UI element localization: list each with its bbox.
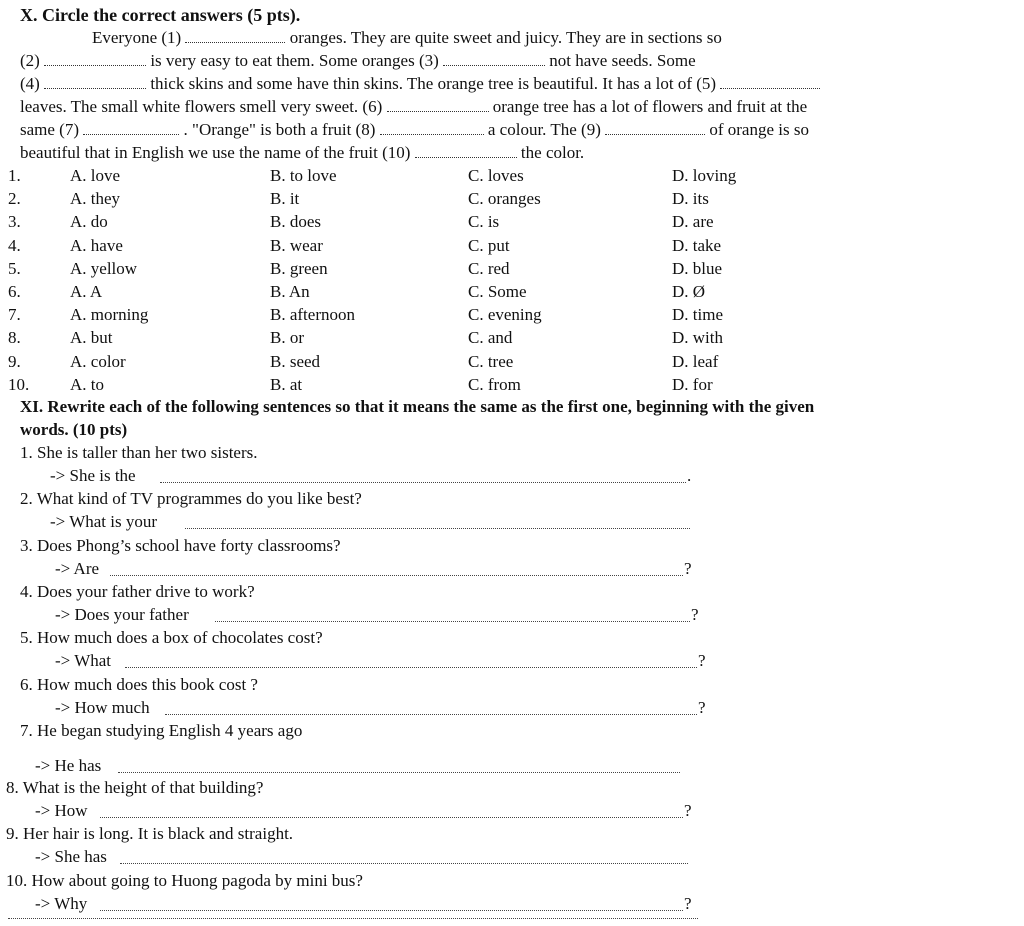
answer-line[interactable] xyxy=(110,575,683,576)
option-b[interactable]: B. wear xyxy=(270,235,323,255)
end-punctuation: ? xyxy=(698,698,706,717)
option-b[interactable]: B. or xyxy=(270,328,304,348)
blank-8[interactable] xyxy=(380,120,484,135)
passage-text: leaves. The small white flowers smell very sweet. (6) xyxy=(20,97,383,116)
passage-line-3 xyxy=(20,73,820,95)
section-xi-title-2: words. (10 pts) xyxy=(20,420,128,439)
blank-1[interactable] xyxy=(185,28,285,43)
option-c[interactable]: C. is xyxy=(468,212,500,232)
rewrite-question: 8. What is the height of that building? xyxy=(6,778,264,797)
passage-line-5 xyxy=(20,119,809,141)
passage-text: (2) xyxy=(20,51,40,70)
blank-3[interactable] xyxy=(443,51,545,66)
option-d[interactable]: D. are xyxy=(672,212,714,232)
question-number: 4. xyxy=(8,235,21,255)
answer-line[interactable] xyxy=(100,910,683,911)
section-xi-title: XI. Rewrite each of the following sentences so that it means the same as the first one, beginning with the given xyxy=(20,397,815,416)
passage-text: orange tree has a lot of flowers and fruit at the xyxy=(492,97,808,116)
answer-line[interactable] xyxy=(185,528,690,529)
passage-text: beautiful that in English we use the name of the fruit (10) xyxy=(20,143,411,162)
rewrite-prompt: -> Are xyxy=(55,559,100,578)
option-b[interactable]: B. does xyxy=(270,212,321,232)
blank-5[interactable] xyxy=(720,74,820,89)
option-b[interactable]: B. at xyxy=(270,374,303,394)
blank-9[interactable] xyxy=(605,120,705,135)
rewrite-prompt: -> He has xyxy=(35,756,102,775)
rewrite-prompt: -> What is your xyxy=(50,512,158,531)
rewrite-question: 6. How much does this book cost ? xyxy=(20,675,258,694)
passage-text: the color. xyxy=(520,143,585,162)
option-c[interactable]: C. tree xyxy=(468,351,514,371)
blank-10[interactable] xyxy=(415,143,517,158)
blank-2[interactable] xyxy=(44,51,146,66)
option-b[interactable]: B. An xyxy=(270,282,310,301)
passage-line-4 xyxy=(20,96,807,118)
answer-line[interactable] xyxy=(165,714,697,715)
rewrite-question: 10. How about going to Huong pagoda by mini bus? xyxy=(6,871,363,890)
cut-off-line xyxy=(0,916,700,926)
option-a[interactable]: A. they xyxy=(70,189,121,209)
option-c[interactable]: C. red xyxy=(468,258,510,278)
end-punctuation: ? xyxy=(684,801,692,820)
passage-text: not have seeds. Some xyxy=(549,51,696,70)
answer-line[interactable] xyxy=(215,621,690,622)
passage-text: same (7) xyxy=(20,120,80,139)
rewrite-prompt: -> Does your father xyxy=(55,605,189,624)
end-punctuation: ? xyxy=(698,651,706,670)
option-d[interactable]: D. its xyxy=(672,189,709,209)
passage-text: is very easy to eat them. Some oranges (3) xyxy=(150,51,439,70)
end-punctuation: . xyxy=(687,466,692,485)
option-a[interactable]: A. morning xyxy=(70,305,149,325)
passage-text: a colour. The (9) xyxy=(487,120,601,139)
rewrite-question: 3. Does Phong’s school have forty classrooms? xyxy=(20,536,341,555)
question-number: 5. xyxy=(8,258,21,278)
option-c[interactable]: C. put xyxy=(468,235,510,255)
blank-6[interactable] xyxy=(387,97,489,112)
passage-line-6 xyxy=(20,142,584,164)
question-number: 8. xyxy=(8,328,21,348)
option-c[interactable]: C. evening xyxy=(468,305,542,325)
question-number: 7. xyxy=(8,305,21,325)
end-punctuation: ? xyxy=(691,605,699,624)
end-punctuation: ? xyxy=(684,559,692,578)
answer-line[interactable] xyxy=(100,817,683,818)
passage-text: Everyone (1) xyxy=(92,28,182,47)
option-b[interactable]: B. afternoon xyxy=(270,305,355,325)
option-d[interactable]: D. blue xyxy=(672,258,723,278)
rewrite-prompt: -> How xyxy=(35,801,88,820)
question-number: 6. xyxy=(8,282,21,301)
option-a[interactable]: A. yellow xyxy=(70,258,138,278)
option-b[interactable]: B. green xyxy=(270,258,328,278)
rewrite-question: 5. How much does a box of chocolates cost? xyxy=(20,628,323,647)
rewrite-prompt: -> Why xyxy=(35,894,88,913)
rewrite-question: 1. She is taller than her two sisters. xyxy=(20,443,258,462)
answer-line[interactable] xyxy=(120,863,688,864)
option-a[interactable]: A. love xyxy=(70,166,121,185)
answer-line[interactable] xyxy=(118,772,680,773)
rewrite-question: 9. Her hair is long. It is black and straight. xyxy=(6,824,294,843)
option-a[interactable]: A. color xyxy=(70,351,126,371)
question-number: 3. xyxy=(8,212,21,232)
blank-7[interactable] xyxy=(83,120,179,135)
passage-text: . "Orange" is both a fruit (8) xyxy=(183,120,376,139)
rewrite-question: 7. He began studying English 4 years ago xyxy=(20,721,303,740)
answer-line[interactable] xyxy=(125,667,697,668)
passage-line-2 xyxy=(20,50,696,72)
rewrite-prompt: -> She is the xyxy=(50,466,136,485)
option-d[interactable]: D. leaf xyxy=(672,351,719,371)
option-a[interactable]: A. but xyxy=(70,328,113,348)
option-d[interactable]: D. with xyxy=(672,328,723,348)
answer-line[interactable] xyxy=(160,482,686,483)
passage-text: of orange is so xyxy=(709,120,809,139)
passage-text: (4) xyxy=(20,74,40,93)
option-b[interactable]: B. to love xyxy=(270,166,337,185)
option-a[interactable]: A. to xyxy=(70,374,104,394)
passage-text: thick skins and some have thin skins. The orange tree is beautiful. It has a lot of (5) xyxy=(150,74,717,93)
passage-line-1 xyxy=(92,27,722,49)
option-b[interactable]: B. seed xyxy=(270,351,321,371)
question-number: 2. xyxy=(8,189,21,209)
option-d[interactable]: D. Ø xyxy=(672,282,706,301)
question-number: 1. xyxy=(8,166,21,185)
end-punctuation: ? xyxy=(684,894,692,913)
option-c[interactable]: C. and xyxy=(468,328,513,348)
passage-text: oranges. They are quite sweet and juicy. They are in sections so xyxy=(289,28,722,47)
rewrite-prompt: -> She has xyxy=(35,847,107,866)
option-d[interactable]: D. loving xyxy=(672,166,737,185)
question-number: 9. xyxy=(8,351,21,371)
option-a[interactable]: A. do xyxy=(70,212,108,232)
rewrite-prompt: -> How much xyxy=(55,698,150,717)
option-c[interactable]: C. Some xyxy=(468,282,527,301)
dotted-line xyxy=(8,918,698,919)
option-c[interactable]: C. loves xyxy=(468,166,524,185)
section-x-title: X. Circle the correct answers (5 pts). xyxy=(20,5,301,25)
option-c[interactable]: C. oranges xyxy=(468,189,541,209)
question-number: 10. xyxy=(8,374,30,394)
rewrite-question: 2. What kind of TV programmes do you like best? xyxy=(20,489,362,508)
blank-4[interactable] xyxy=(44,74,146,89)
option-d[interactable]: D. time xyxy=(672,305,723,325)
option-a[interactable]: A. have xyxy=(70,235,123,255)
option-c[interactable]: C. from xyxy=(468,374,521,394)
option-b[interactable]: B. it xyxy=(270,189,300,209)
option-a[interactable]: A. A xyxy=(70,282,103,301)
option-d[interactable]: D. take xyxy=(672,235,722,255)
rewrite-question: 4. Does your father drive to work? xyxy=(20,582,255,601)
option-d[interactable]: D. for xyxy=(672,374,713,394)
rewrite-prompt: -> What xyxy=(55,651,112,670)
